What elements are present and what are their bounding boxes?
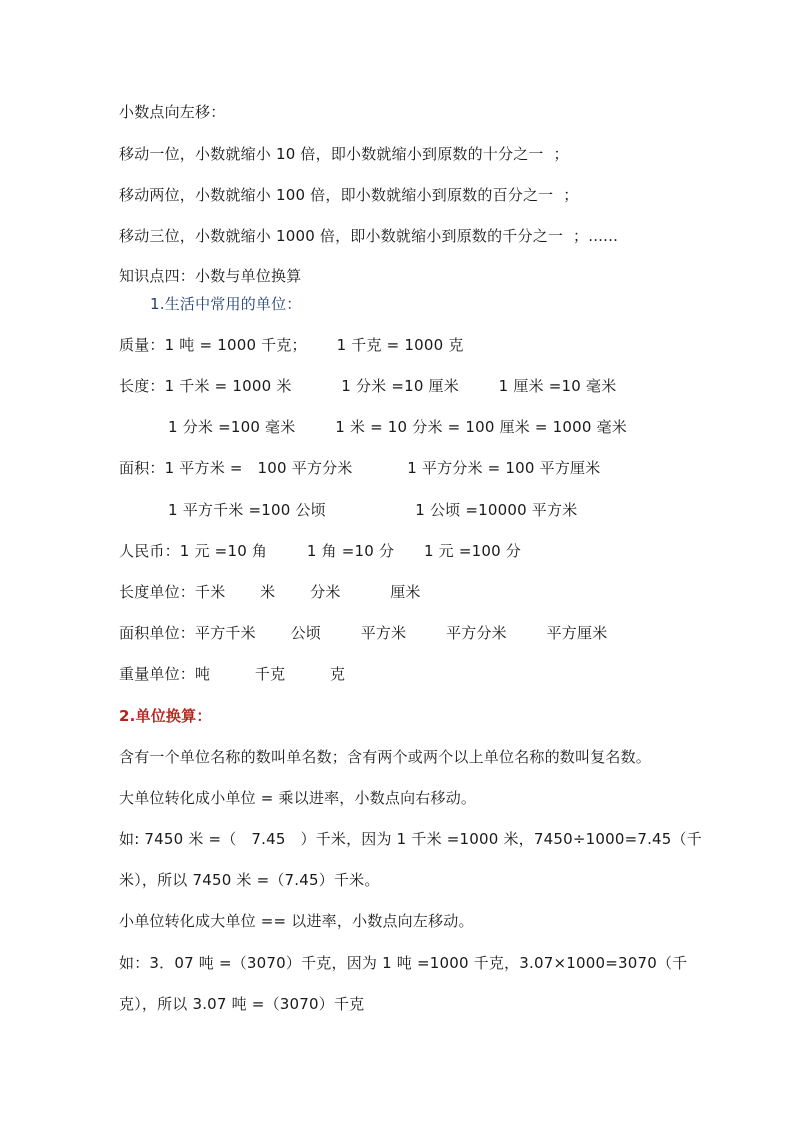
text-line: 如: 7450 米 =（ 7.45 ）千米，因为 1 千米 =1000 米，7450÷1000=7.45（千 bbox=[119, 830, 702, 848]
text-line: 含有一个单位名称的数叫单名数；含有两个或两个以上单位名称的数叫复名数。 bbox=[119, 748, 652, 766]
text-line: 米），所以 7450 米 =（7.45）千米。 bbox=[119, 871, 380, 889]
text-line: 1 分米 =100 毫米 1 米 = 10 分米 = 100 厘米 = 1000 毫米 bbox=[168, 418, 628, 436]
text-line: 1 平方千米 =100 公顷 1 公顷 =10000 平方米 bbox=[168, 501, 578, 519]
text-line: 质量：1 吨 = 1000 千克； 1 千克 = 1000 克 bbox=[119, 336, 464, 354]
text-line: 移动两位，小数就缩小 100 倍，即小数就缩小到原数的百分之一 ； bbox=[119, 186, 579, 204]
text-line: 克），所以 3.07 吨 =（3070）千克 bbox=[119, 995, 365, 1013]
text-line: 面积：1 平方米 = 100 平方分米 1 平方分米 = 100 平方厘米 bbox=[119, 459, 601, 477]
text-line: 重量单位：吨 千克 克 bbox=[119, 665, 346, 683]
text-line: 长度：1 千米 = 1000 米 1 分米 =10 厘米 1 厘米 =10 毫米 bbox=[119, 377, 617, 395]
section-heading: 知识点四：小数与单位换算 bbox=[119, 267, 302, 285]
text-line: 面积单位：平方千米 公顷 平方米 平方分米 平方厘米 bbox=[119, 624, 608, 642]
text-line: 移动一位，小数就缩小 10 倍，即小数就缩小到原数的十分之一 ； bbox=[119, 145, 569, 163]
text-line: 小数点向左移： bbox=[119, 103, 226, 121]
subsection-heading: 1.生活中常用的单位： bbox=[150, 295, 302, 313]
text-line: 长度单位：千米 米 分米 厘米 bbox=[119, 583, 421, 601]
text-line: 小单位转化成大单位 == 以进率，小数点向左移动。 bbox=[119, 912, 474, 930]
text-line: 大单位转化成小单位 = 乘以进率，小数点向右移动。 bbox=[119, 789, 477, 807]
subsection-heading: 2.单位换算： bbox=[119, 707, 212, 725]
text-line: 人民币：1 元 =10 角 1 角 =10 分 1 元 =100 分 bbox=[119, 542, 522, 560]
text-line: 如：3．07 吨 =（3070）千克，因为 1 吨 =1000 千克，3.07×1000=3070（千 bbox=[119, 954, 688, 972]
text-line: 移动三位，小数就缩小 1000 倍，即小数就缩小到原数的千分之一 ；...... bbox=[119, 227, 619, 245]
